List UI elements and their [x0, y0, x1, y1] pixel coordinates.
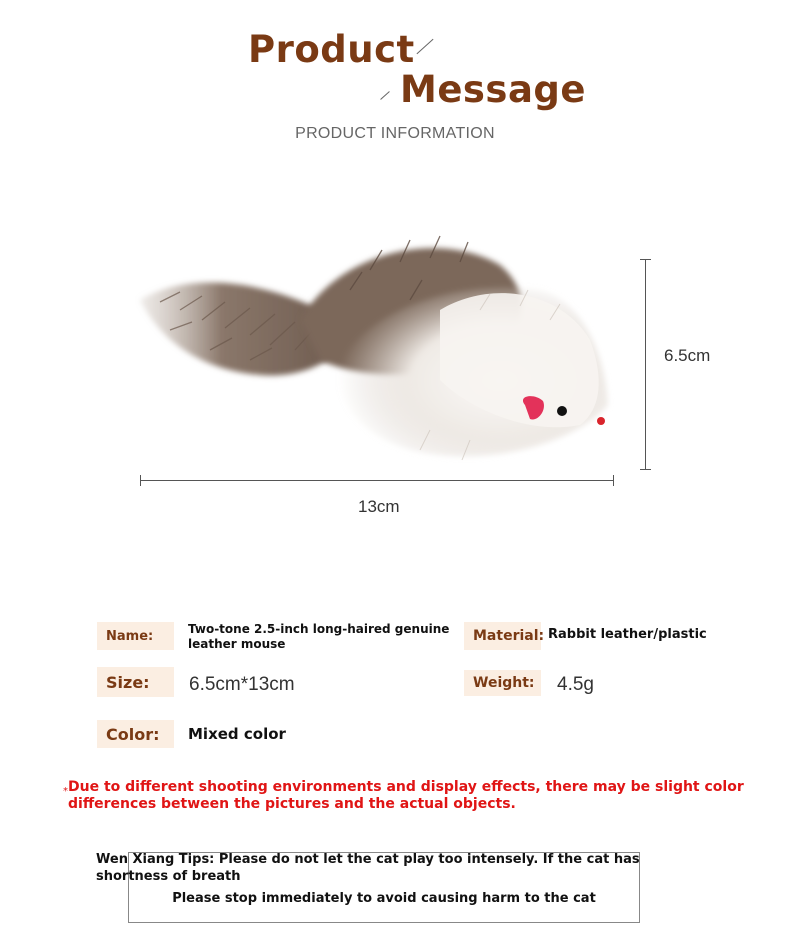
tips-line-2: Please stop immediately to avoid causing harm to the cat [172, 891, 596, 906]
spec-size-label: Size: [97, 667, 174, 697]
spec-size-value: 6.5cm*13cm [189, 674, 295, 695]
section-subtitle: PRODUCT INFORMATION [295, 125, 495, 142]
height-dimension-label: 6.5cm [664, 346, 711, 365]
nose-icon [597, 417, 605, 425]
spec-name-label: Name: [97, 622, 174, 650]
spec-color-label: Color: [97, 720, 174, 748]
color-disclaimer: Due to different shooting environments and display effects, there may be slight color differences between the pictures and the actual objects. [68, 779, 744, 812]
title-message: Message [400, 68, 587, 111]
spec-weight-value: 4.5g [557, 674, 594, 695]
title-product: Product [248, 28, 415, 71]
length-dimension-label: 13cm [358, 497, 400, 516]
spec-weight-label: Weight: [464, 670, 541, 696]
length-dimension-cap [140, 475, 141, 486]
eye-icon [557, 406, 567, 416]
decorative-slash [380, 91, 390, 100]
product-image-fur-mouse [110, 210, 640, 500]
height-dimension-line [645, 260, 646, 470]
spec-name-value: Two-tone 2.5-inch long-haired genuine leather mouse [188, 622, 450, 651]
height-dimension-cap [640, 259, 651, 260]
spec-material-value: Rabbit leather/plastic [548, 627, 707, 642]
spec-material-label: Material: [464, 622, 541, 650]
spec-color-value: Mixed color [188, 725, 286, 743]
length-dimension-line [141, 480, 614, 481]
decorative-slash [416, 39, 433, 54]
height-dimension-cap [640, 469, 651, 470]
tips-line-1: Wen Xiang Tips: Please do not let the cat play too intensely. If the cat has shortness of breath [96, 852, 640, 884]
asterisk-icon: * [63, 786, 68, 797]
length-dimension-cap [613, 475, 614, 486]
